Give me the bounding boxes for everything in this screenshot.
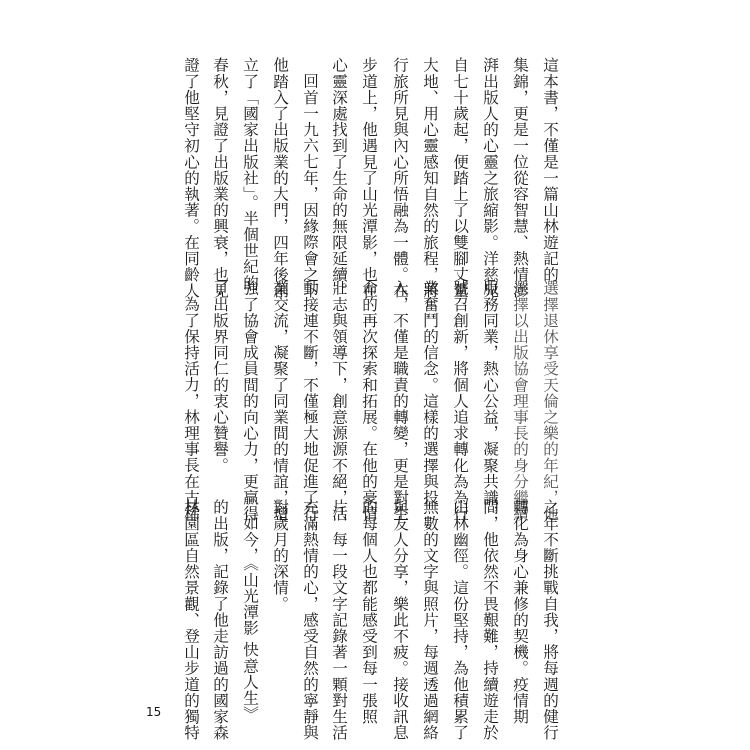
text-column: 大地、用心靈感知自然的旅程，將 <box>421 57 439 299</box>
text-column: 集錦，更是一位從容智慧、熱情澎 <box>511 57 529 299</box>
text-column: 服務同業，熱心公益，凝聚共識， <box>481 280 499 522</box>
text-column: 湃出版人的心靈之旅縮影。洋慈兄 <box>481 57 499 299</box>
text-column: 無數的文字與照片，每週透過網絡 <box>421 499 439 741</box>
text-column: 山林幽徑。這份堅持，為他積累了 <box>451 499 469 741</box>
text-column: 立了「國家出版社」。半個世紀的 <box>241 57 259 291</box>
text-column: 與友人分享，樂此不疲。接收訊息 <box>391 499 409 741</box>
text-column: 林園區自然景觀、登山步道的獨特 <box>182 499 200 741</box>
text-column: 充滿熱情的心，感受自然的寧靜與 <box>301 499 319 741</box>
text-column: 間，他依然不畏艱難，持續遊走於 <box>481 499 499 741</box>
text-column: 為了保持活力，林理事長在古稀 <box>182 296 200 522</box>
text-column: 他踏入了出版業的大門，四年後創 <box>271 57 289 299</box>
text-column: 片、每一段文字記錄著一顆對生活 <box>330 499 348 741</box>
text-column: 行旅所見與內心所悟融為一體。在 <box>391 57 409 299</box>
text-column: 自七十歲起，便踏上了以雙腳丈量 <box>451 57 469 299</box>
text-column: 了出版界同仁的衷心贊譽。 <box>211 280 229 474</box>
text-column: 號召創新，將個人追求轉化為為行 <box>451 280 469 522</box>
text-column: 選擇退休享受天倫之樂的年紀，他 <box>541 280 559 522</box>
text-column: 步道上，他遇見了山光潭影，也在 <box>360 57 378 299</box>
text-column: 動接連不斷，不僅極大地促進了行 <box>301 280 319 522</box>
text-column: 春秋，見證了出版業的興衰，也見 <box>211 57 229 299</box>
text-column: 的出版，記錄了他走訪過的國家森 <box>211 499 229 741</box>
text-column: 回首一九六七年，因緣際會之下 <box>301 73 319 299</box>
text-column: 對歲月的深情。 <box>271 499 289 612</box>
text-column: 心靈深處找到了生命的無限延續。 <box>330 57 348 299</box>
text-column: 業交流，凝聚了同業間的情誼，增 <box>271 280 289 522</box>
text-column: 證了他堅守初心的執著。在同齡人 <box>182 57 200 299</box>
text-column: 壯志與領導下，創意源源不絕，活 <box>330 280 348 522</box>
text-column: 選擇以出版協會理事長的身分繼續 <box>511 280 529 522</box>
page-number: 15 <box>146 705 162 719</box>
text-column: 強了協會成員間的向心力，更贏得 <box>241 280 259 522</box>
text-column: 之年不斷挑戰自我，將每週的健行 <box>541 499 559 741</box>
text-column: 業奮鬥的信念。這樣的選擇與投 <box>421 280 439 506</box>
text-column: 轉化為身心兼修的契機。疫情期 <box>511 499 529 725</box>
text-column: 如今，《山光潭影 快意人生》 <box>241 515 259 722</box>
text-column: 這本書，不僅是一篇山林遊記的 <box>541 57 559 283</box>
text-column: 入，不僅是職責的轉變，更是對生 <box>391 280 409 522</box>
text-column: 的每個人也都能感受到每一張照 <box>360 499 378 725</box>
text-column: 命的再次探索和拓展。在他的豪情 <box>360 280 378 522</box>
